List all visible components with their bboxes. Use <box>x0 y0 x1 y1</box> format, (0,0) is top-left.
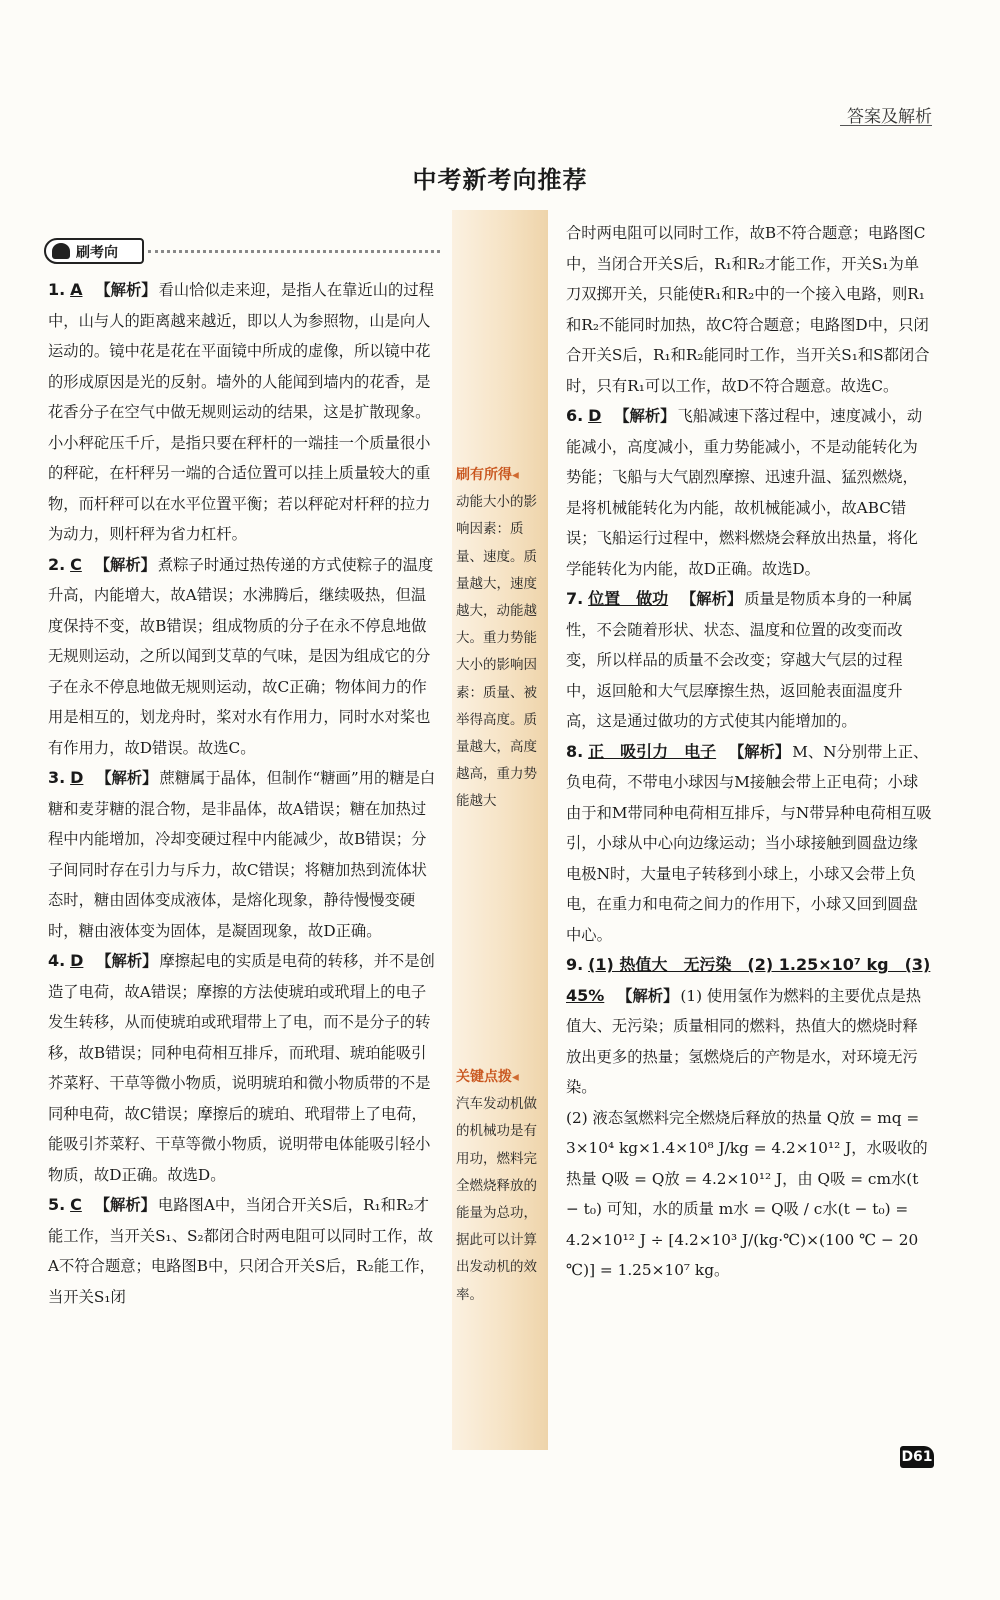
note-title: 刷有所得 <box>456 467 512 483</box>
answer-item-9-result <box>566 1225 932 1286</box>
explanation-text: 4.2×10¹² J ÷ [4.2×10³ J/(kg·℃)×(100 ℃ − 20 ℃)] = 1.25×10⁷ kg。 <box>566 1230 919 1279</box>
section-tag <box>44 238 440 266</box>
brush-icon <box>52 243 70 259</box>
explanation-text: 煮粽子时通过热传递的方式使粽子的温度升高，内能增大，故A错误；水沸腾后，继续吸热，但温度保持不变，故B错误；组成物质的分子在永不停息地做无规则运动，之所以闻到艾草的气味，是因为组成它的分子在永不停息地做无规则运动，故C正确；物体间力的作用是相互的，划龙舟时，桨对水有作用力，同时水对桨也有作用力，故D错误。故选C。 <box>48 555 434 757</box>
side-note-gains <box>456 462 546 816</box>
explanation-text: 飞船减速下落过程中，速度减小，动能减小，高度减小，重力势能减小，不是动能转化为势能；飞船与大气剧烈摩擦、迅速升温、猛烈燃烧，是将机械能转化为内能，故机械能减小，故ABC错误；飞船运行过程中，燃料燃烧会释放出热量，将化学能转化为内能，故D正确。故选D。 <box>566 407 923 578</box>
answer-item-2: 2. C 【解析】 煮粽子时通过热传递的方式使粽子的温度升高，内能增大，故A错误；水沸腾后，继续吸热，但温度保持不变，故B错误；组成物质的分子在永不停息地做无规则运动，之所以闻到艾草的气味，是因为组成它的分子在永不停息地做无规则运动，故C正确；物体间力的作用是相互的，划龙舟时，桨对水有作用力，同时水对桨也有作用力，故D错误。故选C。 <box>48 554 434 757</box>
explanation-text: 蔗糖属于晶体，但制作“糖画”用的糖是白糖和麦芽糖的混合物，是非晶体，故A错误；糖在加热过程中内能增加，冷却变硬过程中内能减少，故B错误；分子间同时存在引力与斥力，故C错误；将糖加热到流体状态时，糖由固体变成液体，是熔化现象，静待慢慢变硬时，糖由液体变为固体，是凝固现象，故D正确。 <box>48 769 436 940</box>
header-rule <box>840 125 932 126</box>
page-title: 中考新考向推荐 <box>412 166 588 194</box>
answer-item-4: 4. D 【解析】 摩擦起电的实质是电荷的转移，并不是创造了电荷，故A错误；摩擦的方法使琥珀或玳瑁上的电子发生转移，从而使琥珀或玳瑁带上了电，而不是分子的转移，故B错误；同种电荷相互排斥，而玳瑁、琥珀能吸引芥菜籽、干草等微小物质，说明琥珀和微小物质带的不是同种电荷，故C错误；摩擦后的琥珀、玳瑁带上了电荷，能吸引芥菜籽、干草等微小物质，说明带电体能吸引轻小物质，故D正确。故选D。 <box>48 951 435 1184</box>
tag-box <box>44 238 144 264</box>
page-number: D61 <box>900 1446 934 1468</box>
answer-item-5-continued <box>566 218 932 401</box>
explanation-text: 看山恰似走来迎，是指人在靠近山的过程中，山与人的距离越来越近，即以人为参照物，山是向人运动的。镜中花是花在平面镜中所成的虚像，所以镜中花的形成原因是光的反射。墙外的人能闻到墙内的花香，是花香分子在空气中做无规则运动的结果，这是扩散现象。小小秤砣压千斤，是指只要在秤杆的一端挂一个质量很小的秤砣，在杆秤另一端的合适位置可以挂上质量较大的重物，而杆秤可以在水平位置平衡；若以秤砣对杆秤的拉力为动力，则杆秤为省力杠杆。 <box>48 281 434 543</box>
answer-item-3: 3. D 【解析】 蔗糖属于晶体，但制作“糖画”用的糖是白糖和麦芽糖的混合物，是非晶体，故A错误；糖在加热过程中内能增加，冷却变硬过程中内能减少，故B错误；分子间同时存在引力与斥力，故C错误；将糖加热到流体状态时，糖由固体变成液体，是熔化现象，静待慢慢变硬时，糖由液体变为固体，是凝固现象，故D正确。 <box>48 768 436 940</box>
explanation-text: M、N分别带上正、负电荷，不带电小球因与M接触会带上正电荷；小球由于和M带同种电荷相互排斥，与N带异种电荷相互吸引，小球从中心向边缘运动；当小球接触到圆盘边缘电极N时，大量电子转移到小球上，小球又会带上负电，在重力和电荷之间力的作用下，小球又回到圆盘中心。 <box>566 742 932 944</box>
right-column <box>566 218 932 1286</box>
answer-item-7: 7. 位置 做功 【解析】 质量是物质本身的一种属性，不会随着形状、状态、温度和位置的改变而改变，所以样品的质量不会改变；穿越大气层的过程中，返回舱和大气层摩擦生热，返回舱表面温度升高，这是通过做功的方式使其内能增加的。 <box>566 589 913 730</box>
answer-item-5: 5. C 【解析】 电路图A中，当闭合开关S后，R₁和R₂才能工作，当开关S₁、S₂都闭合时两电阻可以同时工作，故A不符合题意；电路图B中，只闭合开关S后，R₂能工作，当开关S₁闭 <box>48 1195 435 1306</box>
section-header: 答案及解析 <box>847 107 932 127</box>
dotted-divider <box>148 250 440 253</box>
arrow-icon: ◂ <box>512 467 519 483</box>
answer-item-1: 1. A 【解析】 看山恰似走来迎，是指人在靠近山的过程中，山与人的距离越来越近，即以人为参照物，山是向人运动的。镜中花是花在平面镜中所成的虚像，所以镜中花的形成原因是光的反射。墙外的人能闻到墙内的花香，是花香分子在空气中做无规则运动的结果，这是扩散现象。小小秤砣压千斤，是指只要在秤杆的一端挂一个质量很小的秤砣，在杆秤另一端的合适位置可以挂上质量较大的重物，而杆秤可以在水平位置平衡；若以秤砣对杆秤的拉力为动力，则杆秤为省力杠杆。 <box>48 280 434 543</box>
explanation-text: 摩擦起电的实质是电荷的转移，并不是创造了电荷，故A错误；摩擦的方法使琥珀或玳瑁上的电子发生转移，从而使琥珀或玳瑁带上了电，而不是分子的转移，故B错误；同种电荷相互排斥，而玳瑁、琥珀能吸引芥菜籽、干草等微小物质，说明琥珀和微小物质带的不是同种电荷，故C错误；摩擦后的琥珀、玳瑁带上了电荷，能吸引芥菜籽、干草等微小物质，说明带电体能吸引轻小物质，故D正确。故选D。 <box>48 952 435 1184</box>
arrow-icon: ◂ <box>512 1069 519 1085</box>
left-column <box>48 275 440 1312</box>
explanation-text: (2) 液态氢燃料完全燃烧后释放的热量 Q放 = mq = 3×10⁴ kg×1.4×10⁸ J/kg = 4.2×10¹² J，水吸收的热量 Q吸 = Q放 = 4.2×10¹² J，由 Q吸 = cm水(t − t₀) 可知，水的质量 m水 = Q吸 / c水(t − t₀) = <box>566 1108 928 1218</box>
side-note-keypoint <box>456 1064 546 1309</box>
tag-label: 刷考向 <box>76 245 118 261</box>
note-title: 关键点拨 <box>456 1069 512 1085</box>
answer-item-9: 9. (1) 热值大 无污染 (2) 1.25×10⁷ kg (3) 45% 【解析】 (1) 使用氢作为燃料的主要优点是热值大、无污染；质量相同的燃料，热值大的燃烧时释放出更多的热量；氢燃烧后的产物是水，对环境无污染。 <box>566 955 931 1096</box>
answer-item-6: 6. D 【解析】 飞船减速下落过程中，速度减小，动能减小，高度减小，重力势能减小，不是动能转化为势能；飞船与大气剧烈摩擦、迅速升温、猛烈燃烧，是将机械能转化为内能，故机械能减小，故ABC错误；飞船运行过程中，燃料燃烧会释放出热量，将化学能转化为内能，故D正确。故选D。 <box>566 406 923 578</box>
explanation-text: 合时两电阻可以同时工作，故B不符合题意；电路图C中，当闭合开关S后，R₁和R₂才能工作，开关S₁为单刀双掷开关，只能使R₁和R₂中的一个接入电路，则R₁和R₂不能同时加热，故C符合题意；电路图D中，只闭合开关S后，R₁和R₂能同时工作，当开关S₁和S都闭合时，只有R₁可以工作，故D不符合题意。故选C。 <box>566 224 930 395</box>
answer-item-8: 8. 正 吸引力 电子 【解析】 M、N分别带上正、负电荷，不带电小球因与M接触会带上正电荷；小球由于和M带同种电荷相互排斥，与N带异种电荷相互吸引，小球从中心向边缘运动；当小球接触到圆盘边缘电极N时，大量电子转移到小球上，小球又会带上负电，在重力和电荷之间力的作用下，小球又回到圆盘中心。 <box>566 741 932 944</box>
explanation-text: (1) 使用氢作为燃料的主要优点是热值大、无污染；质量相同的燃料，热值大的燃烧时释放出更多的热量；氢燃烧后的产物是水，对环境无污染。 <box>566 986 922 1096</box>
explanation-text: 质量是物质本身的一种属性，不会随着形状、状态、温度和位置的改变而改变，所以样品的质量不会改变；穿越大气层的过程中，返回舱和大气层摩擦生热，返回舱表面温度升高，这是通过做功的方式使其内能增加的。 <box>566 590 913 730</box>
answer-item-9-part2 <box>566 1103 932 1225</box>
note-text: 动能大小的影响因素：质量、速度。质量越大，速度越大，动能越大。重力势能大小的影响因素：质量、被举得高度。质量越大，高度越高，重力势能越大 <box>456 494 537 810</box>
explanation-text: 电路图A中，当闭合开关S后，R₁和R₂才能工作，当开关S₁、S₂都闭合时两电阻可以同时工作，故A不符合题意；电路图B中，只闭合开关S后，R₂能工作，当开关S₁闭 <box>48 1196 435 1306</box>
note-text: 汽车发动机做的机械功是有用功，燃料完全燃烧释放的能量为总功，据此可以计算出发动机的效率。 <box>456 1096 537 1303</box>
